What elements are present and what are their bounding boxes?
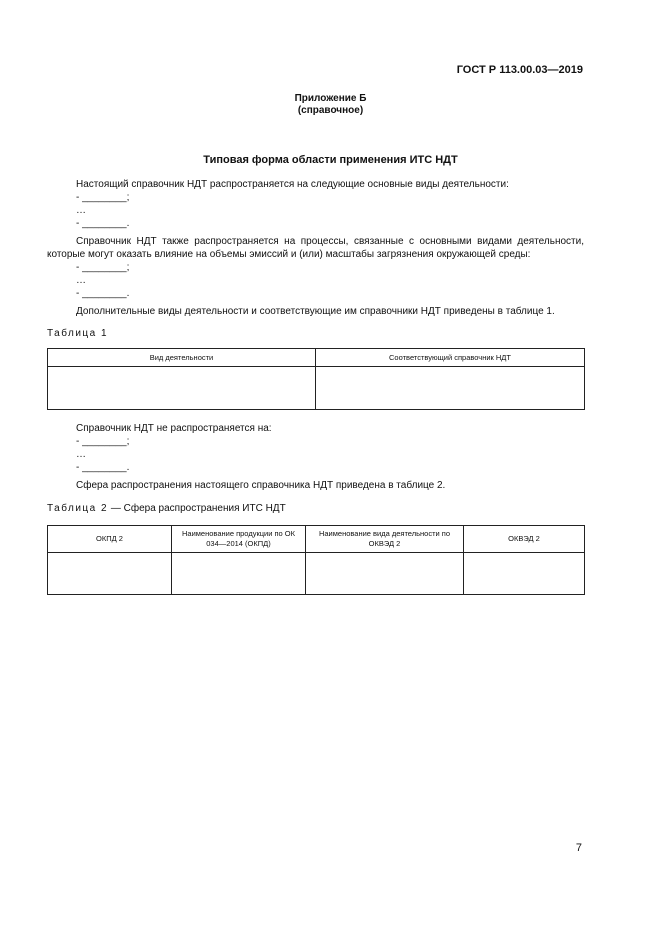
section-title: Типовая форма области применения ИТС НДТ [203,154,458,166]
table1-header-activity: Вид деятельности [48,349,316,367]
table2-header-product-name: Наименование продукции по ОК 034—2014 (ОКПД) [172,526,306,553]
table-cell [316,367,585,410]
appendix-subtitle: (справочное) [297,105,364,116]
table1-header-reference: Соответствующий справочник НДТ [316,349,585,367]
table1-caption: Таблица 1 [47,328,109,339]
list-item: - ________; [76,436,130,447]
list-item: … [76,275,86,286]
table2-header-activity-name: Наименование вида деятельности по ОКВЭД 2 [306,526,464,553]
list-item: … [76,205,86,216]
paragraph-additional-activities: Дополнительные виды деятельности и соответствующие им справочники НДТ приведены в таблице 1. [76,306,555,317]
page-number: 7 [575,842,582,854]
list-item: - ________. [76,462,130,473]
table2-caption-label: Таблица 2 [47,503,109,514]
table-1 [47,348,585,410]
table-cell [48,367,316,410]
paragraph-main-activities: Настоящий справочник НДТ распространяется на следующие основные виды деятельности: [76,179,509,190]
table2-header-okved2: ОКВЭД 2 [464,526,585,553]
table-cell [306,553,464,595]
table-cell [464,553,585,595]
paragraph-scope: Сфера распространения настоящего справочника НДТ приведена в таблице 2. [76,480,446,491]
table-row [48,553,585,595]
table-cell [172,553,306,595]
table-row [48,367,585,410]
paragraph-exclusions: Справочник НДТ не распространяется на: [76,423,272,434]
list-item: - ________. [76,288,130,299]
table2-caption [47,503,286,514]
table-cell [48,553,172,595]
list-item: - ________. [76,218,130,229]
list-item: - ________; [76,192,130,203]
document-code: ГОСТ Р 113.00.03—2019 [456,64,583,76]
paragraph-related-processes: Справочник НДТ также распространяется на процессы, связанные с основными видами деятельности, которые могут оказать влияние на объемы эмиссий и (или) масштабы загрязнения окружающей среды: [47,236,584,260]
table2-header-okpd2: ОКПД 2 [48,526,172,553]
list-item: … [76,449,86,460]
table2-caption-title: — Сфера распространения ИТС НДТ [108,503,286,514]
table-2 [47,525,585,595]
appendix-title: Приложение Б [294,93,367,104]
list-item: - ________; [76,262,130,273]
